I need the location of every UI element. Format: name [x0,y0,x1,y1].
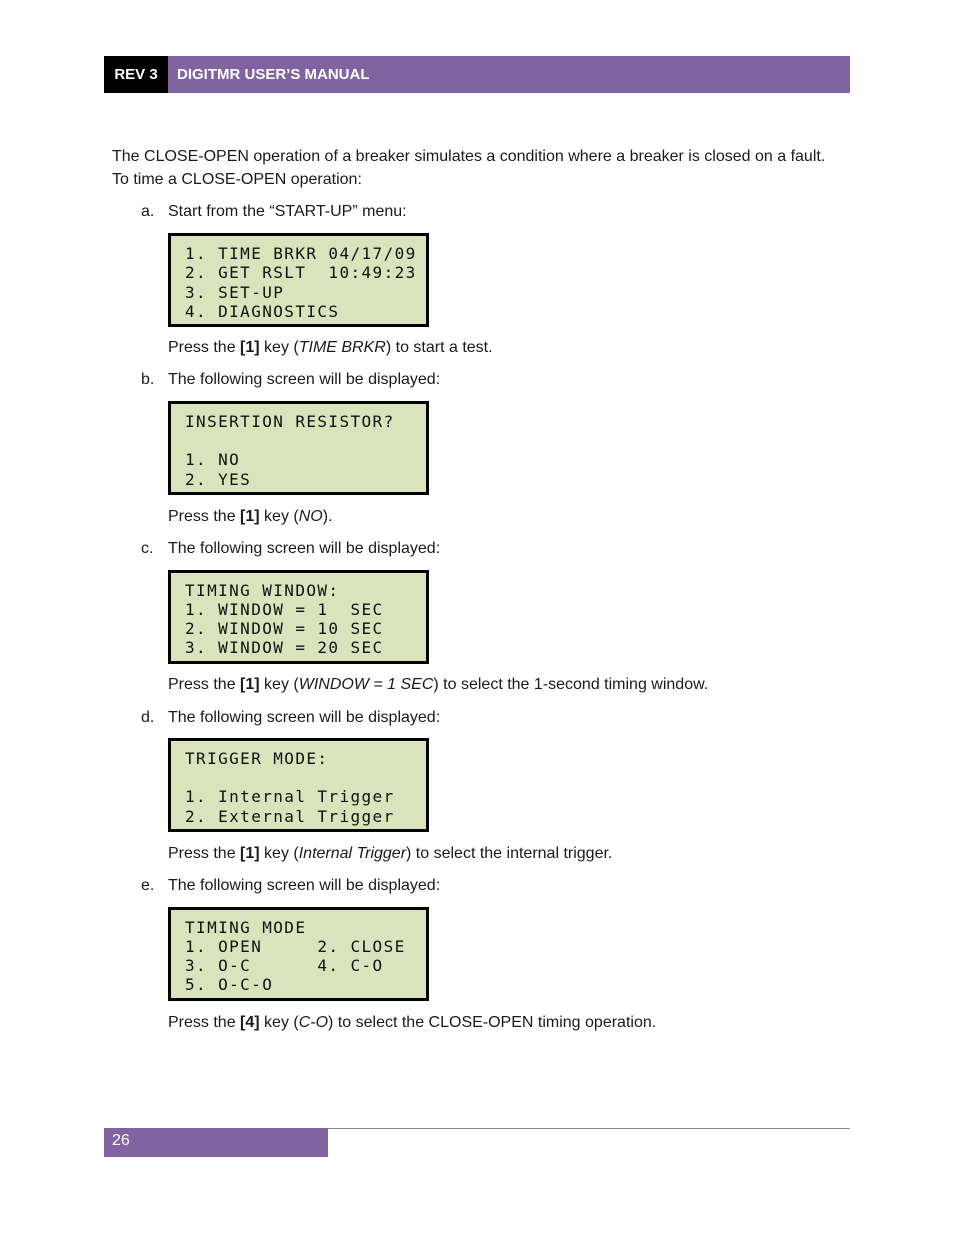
instruction-text: key ( [259,1014,299,1031]
lcd-line: TIMING MODE [185,918,307,937]
lcd-line: INSERTION RESISTOR? [185,412,395,431]
lcd-line: 2. WINDOW = 10 SEC [185,619,384,638]
instruction-a [168,337,493,359]
instruction-e [168,1012,656,1034]
step-text: The following screen will be displayed: [168,877,441,894]
page-number: 26 [104,1128,328,1157]
step-text: The following screen will be displayed: [168,709,441,726]
lcd-line: 3. SET-UP [185,283,285,302]
key-function: NO [298,508,323,525]
key-label: [1] [240,676,260,693]
lcd-screen-startup-menu [168,233,429,327]
step-letter: c. [141,540,154,557]
key-label: [1] [240,508,260,525]
instruction-text: ) to start a test. [385,339,493,356]
instruction-text: ) to select the CLOSE-OPEN timing operation. [328,1014,657,1031]
step-d [141,707,440,729]
lcd-line: 1. OPEN 2. CLOSE [185,937,406,956]
lcd-line: 3. O-C 4. C-O [185,956,384,975]
key-label: [1] [240,339,260,356]
lcd-line: 2. GET RSLT 10:49:23 [185,263,417,282]
revision-label: REV 3 [104,56,168,93]
key-label: [4] [240,1014,260,1031]
key-function: Internal Trigger [298,845,407,862]
step-c [141,538,440,560]
intro-paragraph: The CLOSE-OPEN operation of a breaker simulates a condition where a breaker is closed on a fault. To time a CLOSE-OPEN operation: [112,148,826,188]
lcd-line: 1. WINDOW = 1 SEC [185,600,384,619]
page-header [104,56,850,93]
key-label: [1] [240,845,260,862]
lcd-line: 1. TIME BRKR 04/17/09 [185,244,417,263]
instruction-text: ). [322,508,333,525]
instruction-text: key ( [259,845,299,862]
instruction-text: key ( [259,676,299,693]
lcd-line: 1. NO [185,450,241,469]
instruction-text: Press the [168,845,241,862]
instruction-text: key ( [259,508,299,525]
instruction-c [168,674,708,696]
key-function: C-O [298,1014,329,1031]
instruction-text: Press the [168,676,241,693]
step-letter: d. [141,709,155,726]
step-letter: b. [141,371,155,388]
footer-rule [328,1128,850,1129]
lcd-screen-insertion-resistor [168,401,429,495]
lcd-screen-timing-mode [168,907,429,1001]
lcd-line: 3. WINDOW = 20 SEC [185,638,384,657]
instruction-text: ) to select the internal trigger. [406,845,613,862]
lcd-line: 1. Internal Trigger [185,787,395,806]
manual-title: DIGITMR USER’S MANUAL [168,56,850,93]
lcd-screen-trigger-mode [168,738,429,832]
instruction-text: ) to select the 1-second timing window. [433,676,709,693]
instruction-b [168,506,333,528]
instruction-d [168,843,612,865]
step-text: The following screen will be displayed: [168,540,441,557]
key-function: TIME BRKR [298,339,386,356]
instruction-text: key ( [259,339,299,356]
instruction-text: Press the [168,508,241,525]
step-letter: e. [141,877,155,894]
lcd-line: 5. O-C-O [185,975,274,994]
lcd-line: TRIGGER MODE: [185,749,329,768]
instruction-text: Press the [168,1014,241,1031]
instruction-text: Press the [168,339,241,356]
step-b [141,369,440,391]
lcd-screen-timing-window [168,570,429,664]
step-text: The following screen will be displayed: [168,371,441,388]
step-text: Start from the “START-UP” menu: [168,203,407,220]
step-e [141,875,440,897]
lcd-line: TIMING WINDOW: [185,581,340,600]
step-a [141,201,407,223]
lcd-line: 2. External Trigger [185,807,395,826]
key-function: WINDOW = 1 SEC [298,676,434,693]
step-letter: a. [141,203,155,220]
lcd-line: 4. DIAGNOSTICS [185,302,340,321]
lcd-line: 2. YES [185,470,252,489]
